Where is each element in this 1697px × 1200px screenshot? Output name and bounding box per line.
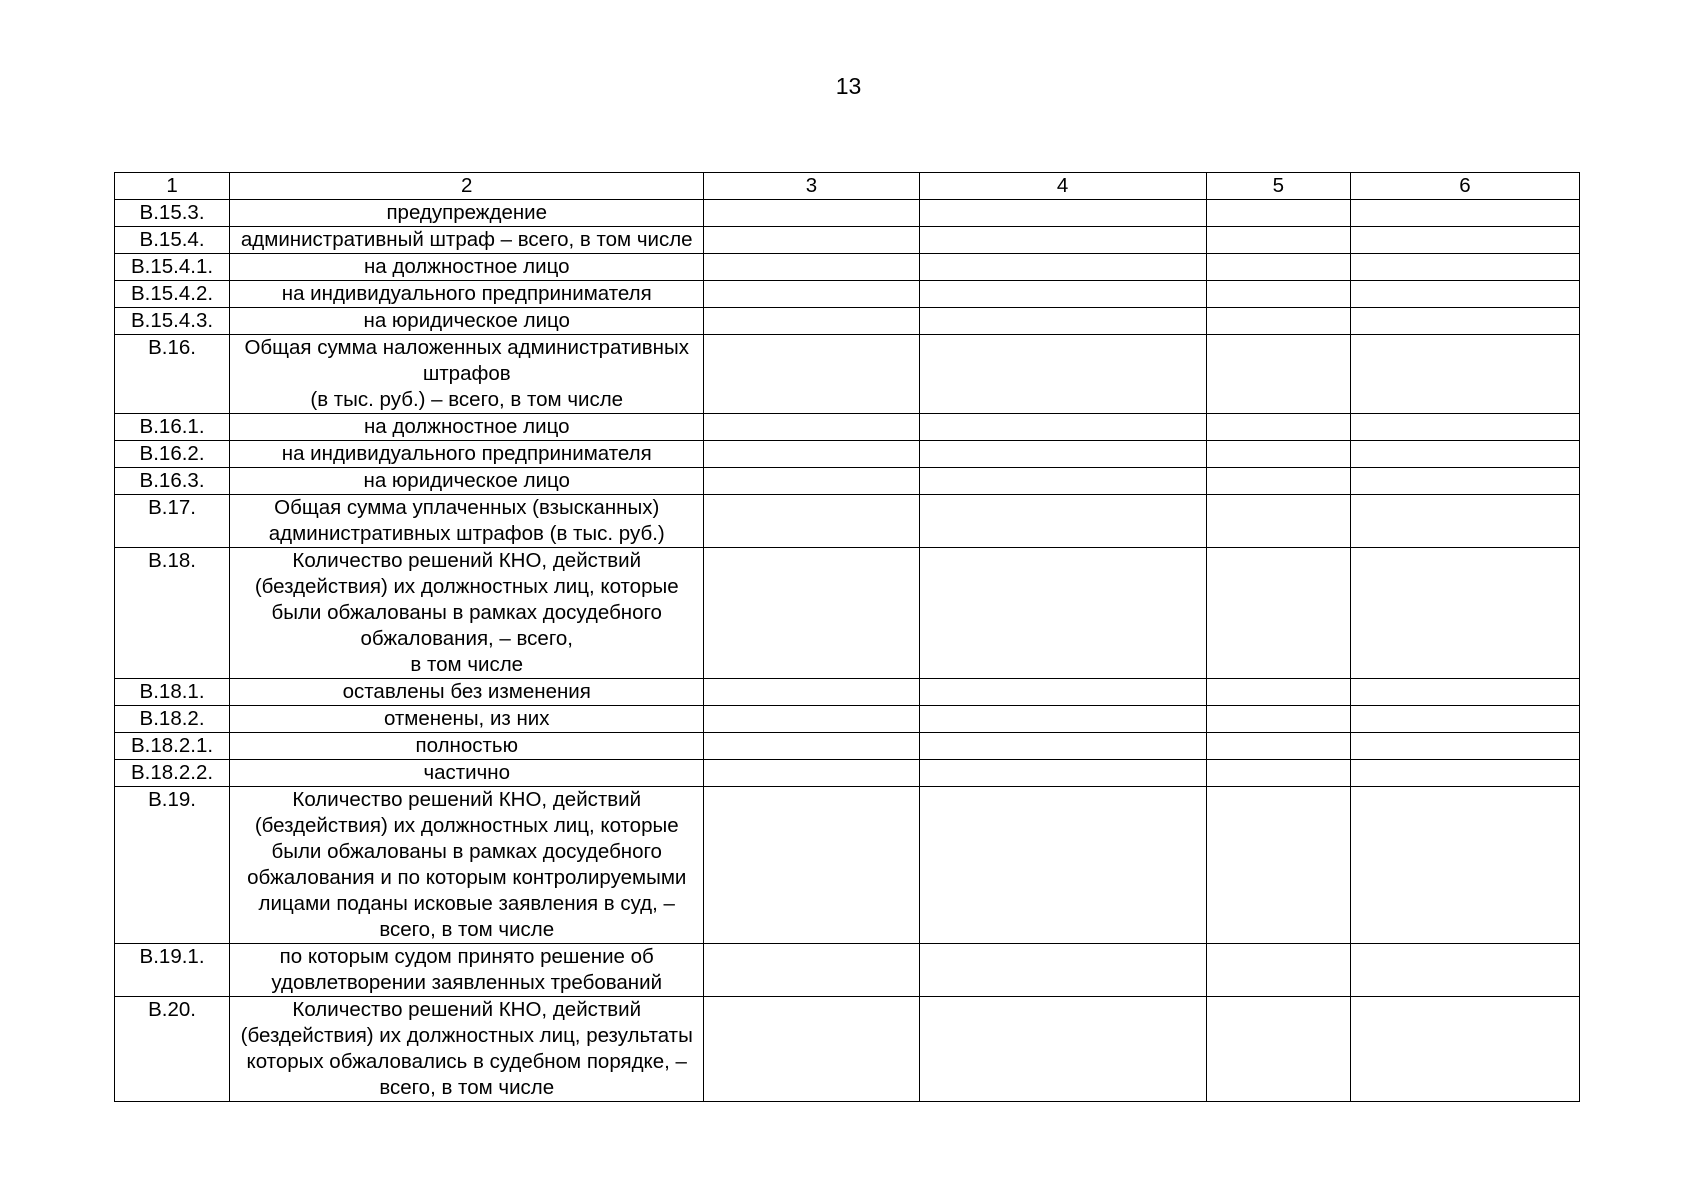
value-cell-col-6	[1350, 706, 1579, 733]
value-cell-col-4	[919, 227, 1206, 254]
value-cell-col-4	[919, 495, 1206, 548]
row-code: В.17.	[115, 495, 230, 548]
column-header-6: 6	[1350, 173, 1579, 200]
table-row	[115, 335, 1580, 414]
table-row	[115, 706, 1580, 733]
row-code: В.19.	[115, 787, 230, 944]
value-cell-col-3	[704, 997, 919, 1102]
value-cell-col-6	[1350, 441, 1579, 468]
value-cell-col-4	[919, 760, 1206, 787]
value-cell-col-5	[1206, 308, 1350, 335]
value-cell-col-6	[1350, 997, 1579, 1102]
value-cell-col-3	[704, 335, 919, 414]
value-cell-col-3	[704, 308, 919, 335]
value-cell-col-5	[1206, 200, 1350, 227]
row-description: административный штраф – всего, в том числе	[230, 227, 704, 254]
value-cell-col-4	[919, 254, 1206, 281]
value-cell-col-3	[704, 733, 919, 760]
value-cell-col-6	[1350, 548, 1579, 679]
value-cell-col-6	[1350, 308, 1579, 335]
row-description: предупреждение	[230, 200, 704, 227]
row-code: В.16.	[115, 335, 230, 414]
value-cell-col-3	[704, 548, 919, 679]
value-cell-col-5	[1206, 997, 1350, 1102]
row-code: В.16.3.	[115, 468, 230, 495]
value-cell-col-6	[1350, 679, 1579, 706]
value-cell-col-5	[1206, 468, 1350, 495]
row-code: В.18.	[115, 548, 230, 679]
value-cell-col-5	[1206, 733, 1350, 760]
value-cell-col-3	[704, 254, 919, 281]
row-description: Количество решений КНО, действий (бездействия) их должностных лиц, которые были обжалованы в рамках досудебного обжалования и по которым контролируемыми лицами поданы исковые заявления в суд, – всего, в том числе	[230, 787, 704, 944]
value-cell-col-6	[1350, 944, 1579, 997]
row-description: Общая сумма наложенных административных штрафов (в тыс. руб.) – всего, в том числе	[230, 335, 704, 414]
value-cell-col-4	[919, 733, 1206, 760]
value-cell-col-6	[1350, 495, 1579, 548]
table-row	[115, 495, 1580, 548]
value-cell-col-4	[919, 787, 1206, 944]
row-description: оставлены без изменения	[230, 679, 704, 706]
value-cell-col-4	[919, 997, 1206, 1102]
value-cell-col-5	[1206, 679, 1350, 706]
row-code: В.15.4.2.	[115, 281, 230, 308]
table-body	[115, 200, 1580, 1102]
value-cell-col-4	[919, 468, 1206, 495]
table-row	[115, 997, 1580, 1102]
report-table	[114, 172, 1580, 1102]
value-cell-col-5	[1206, 281, 1350, 308]
value-cell-col-3	[704, 414, 919, 441]
value-cell-col-6	[1350, 281, 1579, 308]
row-code: В.15.4.	[115, 227, 230, 254]
value-cell-col-5	[1206, 227, 1350, 254]
table-row	[115, 414, 1580, 441]
value-cell-col-3	[704, 468, 919, 495]
table-row	[115, 227, 1580, 254]
value-cell-col-6	[1350, 468, 1579, 495]
table-row	[115, 254, 1580, 281]
value-cell-col-5	[1206, 254, 1350, 281]
table-row	[115, 944, 1580, 997]
value-cell-col-4	[919, 414, 1206, 441]
value-cell-col-3	[704, 200, 919, 227]
value-cell-col-3	[704, 227, 919, 254]
row-code: В.16.2.	[115, 441, 230, 468]
value-cell-col-6	[1350, 787, 1579, 944]
value-cell-col-4	[919, 281, 1206, 308]
row-code: В.20.	[115, 997, 230, 1102]
table-row	[115, 308, 1580, 335]
row-description: на должностное лицо	[230, 254, 704, 281]
value-cell-col-3	[704, 787, 919, 944]
column-header-3: 3	[704, 173, 919, 200]
row-description: Количество решений КНО, действий (бездействия) их должностных лиц, результаты которых обжаловались в судебном порядке, – всего, в том числе	[230, 997, 704, 1102]
table-row	[115, 548, 1580, 679]
row-description: Количество решений КНО, действий (бездействия) их должностных лиц, которые были обжалованы в рамках досудебного обжалования, – всего, в том числе	[230, 548, 704, 679]
column-header-1: 1	[115, 173, 230, 200]
table-header-row	[115, 173, 1580, 200]
value-cell-col-6	[1350, 760, 1579, 787]
value-cell-col-3	[704, 679, 919, 706]
table-row	[115, 281, 1580, 308]
value-cell-col-5	[1206, 495, 1350, 548]
row-code: В.18.2.	[115, 706, 230, 733]
table-row	[115, 468, 1580, 495]
value-cell-col-4	[919, 200, 1206, 227]
row-code: В.18.2.2.	[115, 760, 230, 787]
row-code: В.18.2.1.	[115, 733, 230, 760]
value-cell-col-3	[704, 441, 919, 468]
value-cell-col-4	[919, 548, 1206, 679]
value-cell-col-5	[1206, 414, 1350, 441]
column-header-5: 5	[1206, 173, 1350, 200]
table-row	[115, 733, 1580, 760]
value-cell-col-4	[919, 706, 1206, 733]
value-cell-col-6	[1350, 733, 1579, 760]
value-cell-col-5	[1206, 944, 1350, 997]
table-row	[115, 787, 1580, 944]
row-description: Общая сумма уплаченных (взысканных) административных штрафов (в тыс. руб.)	[230, 495, 704, 548]
row-description: полностью	[230, 733, 704, 760]
row-code: В.15.4.1.	[115, 254, 230, 281]
column-header-4: 4	[919, 173, 1206, 200]
row-description: на индивидуального предпринимателя	[230, 441, 704, 468]
value-cell-col-4	[919, 441, 1206, 468]
value-cell-col-5	[1206, 760, 1350, 787]
value-cell-col-6	[1350, 200, 1579, 227]
row-code: В.15.3.	[115, 200, 230, 227]
table-row	[115, 679, 1580, 706]
value-cell-col-4	[919, 308, 1206, 335]
value-cell-col-3	[704, 706, 919, 733]
value-cell-col-4	[919, 944, 1206, 997]
row-code: В.15.4.3.	[115, 308, 230, 335]
page-number: 13	[835, 73, 862, 99]
value-cell-col-5	[1206, 441, 1350, 468]
value-cell-col-6	[1350, 414, 1579, 441]
row-description: по которым судом принято решение об удовлетворении заявленных требований	[230, 944, 704, 997]
value-cell-col-5	[1206, 548, 1350, 679]
value-cell-col-3	[704, 281, 919, 308]
row-description: отменены, из них	[230, 706, 704, 733]
row-description: на индивидуального предпринимателя	[230, 281, 704, 308]
value-cell-col-4	[919, 679, 1206, 706]
row-description: частично	[230, 760, 704, 787]
value-cell-col-5	[1206, 706, 1350, 733]
value-cell-col-5	[1206, 335, 1350, 414]
row-description: на должностное лицо	[230, 414, 704, 441]
row-code: В.18.1.	[115, 679, 230, 706]
table-row	[115, 200, 1580, 227]
value-cell-col-6	[1350, 335, 1579, 414]
column-header-2: 2	[230, 173, 704, 200]
value-cell-col-3	[704, 495, 919, 548]
table-row	[115, 441, 1580, 468]
table-row	[115, 760, 1580, 787]
row-code: В.16.1.	[115, 414, 230, 441]
value-cell-col-3	[704, 944, 919, 997]
value-cell-col-6	[1350, 227, 1579, 254]
row-description: на юридическое лицо	[230, 468, 704, 495]
value-cell-col-4	[919, 335, 1206, 414]
value-cell-col-5	[1206, 787, 1350, 944]
value-cell-col-3	[704, 760, 919, 787]
row-code: В.19.1.	[115, 944, 230, 997]
value-cell-col-6	[1350, 254, 1579, 281]
row-description: на юридическое лицо	[230, 308, 704, 335]
